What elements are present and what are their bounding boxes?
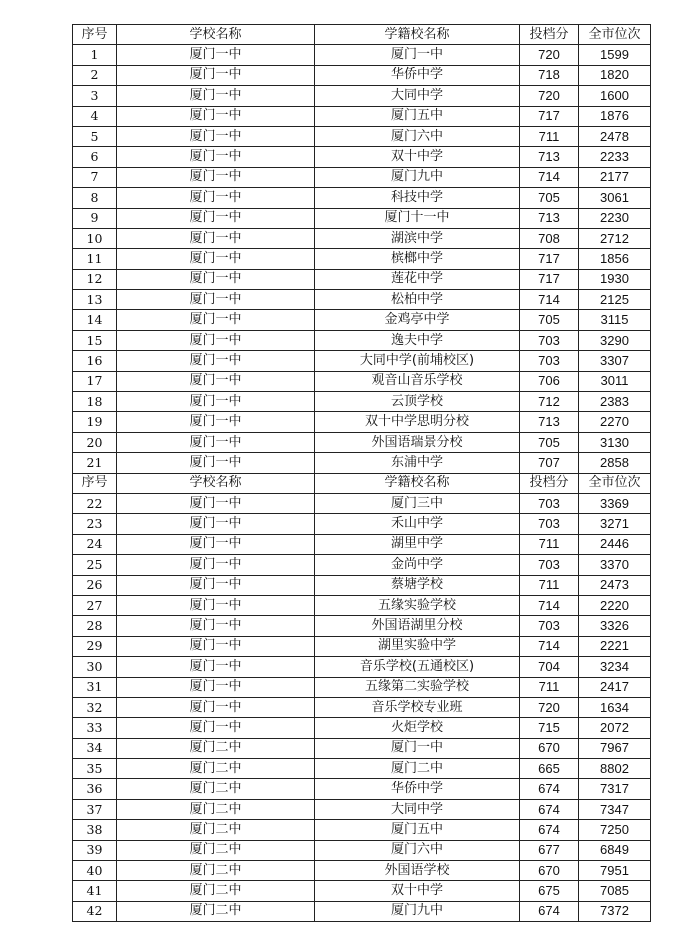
cell-school-name: 厦门一中	[117, 616, 315, 636]
table-row	[73, 310, 651, 330]
table-row	[73, 126, 651, 146]
cell-city-rank: 7317	[579, 779, 651, 799]
cell-serial-number: 10	[73, 228, 117, 248]
cell-city-rank: 3307	[579, 351, 651, 371]
cell-enrollment-school-name: 双十中学	[315, 881, 520, 901]
cell-enrollment-school-name: 湖里中学	[315, 534, 520, 554]
cell-school-name: 厦门一中	[117, 208, 315, 228]
table-row	[73, 534, 651, 554]
header-admission-score: 投档分	[520, 473, 579, 493]
table-row	[73, 249, 651, 269]
cell-admission-score: 674	[520, 901, 579, 921]
cell-admission-score: 703	[520, 616, 579, 636]
cell-admission-score: 713	[520, 208, 579, 228]
cell-school-name: 厦门一中	[117, 86, 315, 106]
table-row	[73, 677, 651, 697]
cell-school-name: 厦门一中	[117, 412, 315, 432]
cell-admission-score: 670	[520, 861, 579, 881]
cell-school-name: 厦门一中	[117, 249, 315, 269]
cell-city-rank: 3011	[579, 371, 651, 391]
cell-serial-number: 29	[73, 636, 117, 656]
cell-enrollment-school-name: 厦门六中	[315, 840, 520, 860]
cell-serial-number: 1	[73, 45, 117, 65]
cell-school-name: 厦门二中	[117, 759, 315, 779]
cell-admission-score: 711	[520, 677, 579, 697]
cell-school-name: 厦门一中	[117, 228, 315, 248]
cell-school-name: 厦门一中	[117, 269, 315, 289]
cell-serial-number: 8	[73, 188, 117, 208]
cell-city-rank: 3061	[579, 188, 651, 208]
table-row	[73, 330, 651, 350]
cell-serial-number: 18	[73, 392, 117, 412]
cell-serial-number: 4	[73, 106, 117, 126]
cell-admission-score: 714	[520, 290, 579, 310]
cell-enrollment-school-name: 厦门九中	[315, 167, 520, 187]
cell-enrollment-school-name: 东浦中学	[315, 453, 520, 473]
cell-city-rank: 3369	[579, 493, 651, 513]
cell-city-rank: 8802	[579, 759, 651, 779]
cell-serial-number: 37	[73, 799, 117, 819]
cell-serial-number: 12	[73, 269, 117, 289]
cell-admission-score: 703	[520, 514, 579, 534]
cell-school-name: 厦门二中	[117, 861, 315, 881]
cell-school-name: 厦门一中	[117, 330, 315, 350]
table-row	[73, 901, 651, 921]
cell-school-name: 厦门一中	[117, 45, 315, 65]
cell-city-rank: 6849	[579, 840, 651, 860]
cell-admission-score: 711	[520, 126, 579, 146]
table-row	[73, 412, 651, 432]
cell-city-rank: 7250	[579, 820, 651, 840]
cell-admission-score: 706	[520, 371, 579, 391]
cell-enrollment-school-name: 莲花中学	[315, 269, 520, 289]
table-row	[73, 167, 651, 187]
cell-city-rank: 2712	[579, 228, 651, 248]
cell-city-rank: 2858	[579, 453, 651, 473]
cell-school-name: 厦门二中	[117, 901, 315, 921]
cell-serial-number: 35	[73, 759, 117, 779]
cell-city-rank: 7085	[579, 881, 651, 901]
cell-school-name: 厦门一中	[117, 392, 315, 412]
cell-enrollment-school-name: 火炬学校	[315, 718, 520, 738]
cell-enrollment-school-name: 蔡塘学校	[315, 575, 520, 595]
table-row	[73, 147, 651, 167]
table-row	[73, 493, 651, 513]
cell-city-rank: 7347	[579, 799, 651, 819]
cell-city-rank: 1876	[579, 106, 651, 126]
cell-enrollment-school-name: 厦门十一中	[315, 208, 520, 228]
cell-admission-score: 675	[520, 881, 579, 901]
table-row	[73, 799, 651, 819]
cell-school-name: 厦门一中	[117, 371, 315, 391]
cell-enrollment-school-name: 外国语湖里分校	[315, 616, 520, 636]
header-school-name: 学校名称	[117, 473, 315, 493]
cell-serial-number: 15	[73, 330, 117, 350]
table-row	[73, 636, 651, 656]
cell-school-name: 厦门一中	[117, 106, 315, 126]
cell-city-rank: 7951	[579, 861, 651, 881]
table-row	[73, 759, 651, 779]
cell-serial-number: 23	[73, 514, 117, 534]
header-admission-score: 投档分	[520, 25, 579, 45]
cell-school-name: 厦门二中	[117, 738, 315, 758]
cell-enrollment-school-name: 槟榔中学	[315, 249, 520, 269]
cell-school-name: 厦门二中	[117, 820, 315, 840]
cell-admission-score: 674	[520, 820, 579, 840]
cell-enrollment-school-name: 云顶学校	[315, 392, 520, 412]
cell-admission-score: 714	[520, 167, 579, 187]
cell-serial-number: 25	[73, 555, 117, 575]
cell-city-rank: 2177	[579, 167, 651, 187]
cell-city-rank: 3370	[579, 555, 651, 575]
table-row	[73, 371, 651, 391]
cell-enrollment-school-name: 双十中学思明分校	[315, 412, 520, 432]
cell-admission-score: 720	[520, 86, 579, 106]
table-row	[73, 351, 651, 371]
table-row	[73, 208, 651, 228]
cell-serial-number: 5	[73, 126, 117, 146]
cell-admission-score: 714	[520, 636, 579, 656]
cell-school-name: 厦门一中	[117, 65, 315, 85]
cell-enrollment-school-name: 厦门五中	[315, 820, 520, 840]
cell-city-rank: 7372	[579, 901, 651, 921]
table-row	[73, 820, 651, 840]
header-enrollment-school-name: 学籍校名称	[315, 473, 520, 493]
table-row	[73, 86, 651, 106]
cell-admission-score: 705	[520, 188, 579, 208]
table-row	[73, 697, 651, 717]
cell-admission-score: 674	[520, 799, 579, 819]
cell-school-name: 厦门一中	[117, 514, 315, 534]
cell-admission-score: 711	[520, 575, 579, 595]
cell-enrollment-school-name: 厦门六中	[315, 126, 520, 146]
header-school-name: 学校名称	[117, 25, 315, 45]
table-row	[73, 616, 651, 636]
cell-admission-score: 711	[520, 534, 579, 554]
cell-enrollment-school-name: 大同中学	[315, 799, 520, 819]
table-row	[73, 392, 651, 412]
cell-enrollment-school-name: 外国语瑞景分校	[315, 432, 520, 452]
cell-city-rank: 2446	[579, 534, 651, 554]
cell-admission-score: 718	[520, 65, 579, 85]
cell-city-rank: 2233	[579, 147, 651, 167]
cell-school-name: 厦门一中	[117, 493, 315, 513]
table-row	[73, 575, 651, 595]
cell-school-name: 厦门一中	[117, 453, 315, 473]
table-row	[73, 453, 651, 473]
table-row	[73, 779, 651, 799]
cell-city-rank: 3115	[579, 310, 651, 330]
cell-city-rank: 2478	[579, 126, 651, 146]
cell-serial-number: 22	[73, 493, 117, 513]
table-row	[73, 65, 651, 85]
cell-admission-score: 720	[520, 45, 579, 65]
cell-enrollment-school-name: 松柏中学	[315, 290, 520, 310]
cell-city-rank: 1599	[579, 45, 651, 65]
cell-enrollment-school-name: 厦门二中	[315, 759, 520, 779]
cell-city-rank: 2383	[579, 392, 651, 412]
cell-admission-score: 717	[520, 249, 579, 269]
cell-school-name: 厦门一中	[117, 147, 315, 167]
cell-serial-number: 19	[73, 412, 117, 432]
cell-enrollment-school-name: 音乐学校(五通校区)	[315, 657, 520, 677]
cell-school-name: 厦门一中	[117, 351, 315, 371]
cell-school-name: 厦门一中	[117, 697, 315, 717]
cell-city-rank: 2417	[579, 677, 651, 697]
cell-enrollment-school-name: 金尚中学	[315, 555, 520, 575]
cell-enrollment-school-name: 科技中学	[315, 188, 520, 208]
cell-serial-number: 33	[73, 718, 117, 738]
cell-school-name: 厦门一中	[117, 534, 315, 554]
cell-city-rank: 2221	[579, 636, 651, 656]
table-row	[73, 45, 651, 65]
cell-serial-number: 32	[73, 697, 117, 717]
cell-enrollment-school-name: 双十中学	[315, 147, 520, 167]
cell-serial-number: 41	[73, 881, 117, 901]
cell-school-name: 厦门一中	[117, 657, 315, 677]
cell-admission-score: 665	[520, 759, 579, 779]
header-serial-number: 序号	[73, 473, 117, 493]
cell-admission-score: 713	[520, 412, 579, 432]
cell-school-name: 厦门二中	[117, 799, 315, 819]
cell-serial-number: 42	[73, 901, 117, 921]
cell-city-rank: 1856	[579, 249, 651, 269]
cell-serial-number: 17	[73, 371, 117, 391]
cell-serial-number: 31	[73, 677, 117, 697]
cell-admission-score: 670	[520, 738, 579, 758]
cell-admission-score: 703	[520, 493, 579, 513]
table-row	[73, 106, 651, 126]
cell-serial-number: 40	[73, 861, 117, 881]
cell-serial-number: 2	[73, 65, 117, 85]
table-row	[73, 738, 651, 758]
cell-city-rank: 3130	[579, 432, 651, 452]
cell-enrollment-school-name: 厦门三中	[315, 493, 520, 513]
cell-admission-score: 717	[520, 106, 579, 126]
cell-enrollment-school-name: 华侨中学	[315, 779, 520, 799]
table-row	[73, 881, 651, 901]
cell-school-name: 厦门一中	[117, 432, 315, 452]
table-row	[73, 514, 651, 534]
cell-school-name: 厦门二中	[117, 881, 315, 901]
cell-city-rank: 3326	[579, 616, 651, 636]
cell-school-name: 厦门一中	[117, 555, 315, 575]
cell-admission-score: 704	[520, 657, 579, 677]
header-serial-number: 序号	[73, 25, 117, 45]
cell-serial-number: 27	[73, 595, 117, 615]
cell-enrollment-school-name: 厦门一中	[315, 738, 520, 758]
header-row	[73, 473, 651, 493]
cell-serial-number: 38	[73, 820, 117, 840]
cell-enrollment-school-name: 大同中学(前埔校区)	[315, 351, 520, 371]
cell-serial-number: 6	[73, 147, 117, 167]
cell-admission-score: 674	[520, 779, 579, 799]
cell-city-rank: 2072	[579, 718, 651, 738]
cell-enrollment-school-name: 五缘第二实验学校	[315, 677, 520, 697]
cell-serial-number: 26	[73, 575, 117, 595]
table-row	[73, 188, 651, 208]
admission-score-table	[72, 24, 651, 922]
table-row	[73, 595, 651, 615]
cell-admission-score: 703	[520, 351, 579, 371]
cell-admission-score: 703	[520, 555, 579, 575]
header-enrollment-school-name: 学籍校名称	[315, 25, 520, 45]
cell-serial-number: 34	[73, 738, 117, 758]
table-row	[73, 228, 651, 248]
cell-admission-score: 720	[520, 697, 579, 717]
cell-enrollment-school-name: 湖里实验中学	[315, 636, 520, 656]
cell-school-name: 厦门一中	[117, 126, 315, 146]
cell-enrollment-school-name: 禾山中学	[315, 514, 520, 534]
cell-serial-number: 20	[73, 432, 117, 452]
cell-enrollment-school-name: 音乐学校专业班	[315, 697, 520, 717]
cell-admission-score: 677	[520, 840, 579, 860]
cell-admission-score: 712	[520, 392, 579, 412]
cell-enrollment-school-name: 大同中学	[315, 86, 520, 106]
cell-serial-number: 3	[73, 86, 117, 106]
header-city-rank: 全市位次	[579, 25, 651, 45]
cell-admission-score: 707	[520, 453, 579, 473]
cell-city-rank: 2230	[579, 208, 651, 228]
cell-school-name: 厦门一中	[117, 188, 315, 208]
cell-serial-number: 7	[73, 167, 117, 187]
cell-serial-number: 14	[73, 310, 117, 330]
table-row	[73, 555, 651, 575]
table-row	[73, 861, 651, 881]
cell-city-rank: 3290	[579, 330, 651, 350]
cell-serial-number: 9	[73, 208, 117, 228]
cell-enrollment-school-name: 外国语学校	[315, 861, 520, 881]
cell-school-name: 厦门一中	[117, 595, 315, 615]
table-row	[73, 432, 651, 452]
cell-school-name: 厦门一中	[117, 677, 315, 697]
cell-enrollment-school-name: 厦门九中	[315, 901, 520, 921]
cell-school-name: 厦门一中	[117, 290, 315, 310]
cell-serial-number: 16	[73, 351, 117, 371]
cell-city-rank: 2270	[579, 412, 651, 432]
cell-city-rank: 1820	[579, 65, 651, 85]
cell-serial-number: 36	[73, 779, 117, 799]
cell-enrollment-school-name: 五缘实验学校	[315, 595, 520, 615]
cell-admission-score: 717	[520, 269, 579, 289]
cell-admission-score: 715	[520, 718, 579, 738]
cell-serial-number: 21	[73, 453, 117, 473]
cell-school-name: 厦门一中	[117, 310, 315, 330]
cell-city-rank: 2220	[579, 595, 651, 615]
cell-admission-score: 705	[520, 310, 579, 330]
cell-enrollment-school-name: 厦门五中	[315, 106, 520, 126]
table-row	[73, 718, 651, 738]
cell-serial-number: 13	[73, 290, 117, 310]
cell-city-rank: 7967	[579, 738, 651, 758]
table-row	[73, 657, 651, 677]
cell-enrollment-school-name: 金鸡亭中学	[315, 310, 520, 330]
table-row	[73, 840, 651, 860]
cell-admission-score: 714	[520, 595, 579, 615]
cell-school-name: 厦门一中	[117, 167, 315, 187]
cell-enrollment-school-name: 逸夫中学	[315, 330, 520, 350]
cell-serial-number: 11	[73, 249, 117, 269]
cell-city-rank: 1600	[579, 86, 651, 106]
cell-city-rank: 2125	[579, 290, 651, 310]
cell-city-rank: 2473	[579, 575, 651, 595]
cell-admission-score: 708	[520, 228, 579, 248]
cell-admission-score: 703	[520, 330, 579, 350]
cell-enrollment-school-name: 观音山音乐学校	[315, 371, 520, 391]
cell-serial-number: 39	[73, 840, 117, 860]
cell-serial-number: 28	[73, 616, 117, 636]
cell-city-rank: 1930	[579, 269, 651, 289]
cell-school-name: 厦门一中	[117, 575, 315, 595]
cell-enrollment-school-name: 湖滨中学	[315, 228, 520, 248]
cell-city-rank: 3234	[579, 657, 651, 677]
cell-serial-number: 30	[73, 657, 117, 677]
cell-admission-score: 705	[520, 432, 579, 452]
table-row	[73, 290, 651, 310]
table-row	[73, 269, 651, 289]
cell-enrollment-school-name: 华侨中学	[315, 65, 520, 85]
cell-school-name: 厦门一中	[117, 718, 315, 738]
header-city-rank: 全市位次	[579, 473, 651, 493]
header-row	[73, 25, 651, 45]
cell-city-rank: 1634	[579, 697, 651, 717]
cell-school-name: 厦门二中	[117, 779, 315, 799]
cell-school-name: 厦门二中	[117, 840, 315, 860]
cell-city-rank: 3271	[579, 514, 651, 534]
cell-admission-score: 713	[520, 147, 579, 167]
cell-serial-number: 24	[73, 534, 117, 554]
cell-enrollment-school-name: 厦门一中	[315, 45, 520, 65]
cell-school-name: 厦门一中	[117, 636, 315, 656]
